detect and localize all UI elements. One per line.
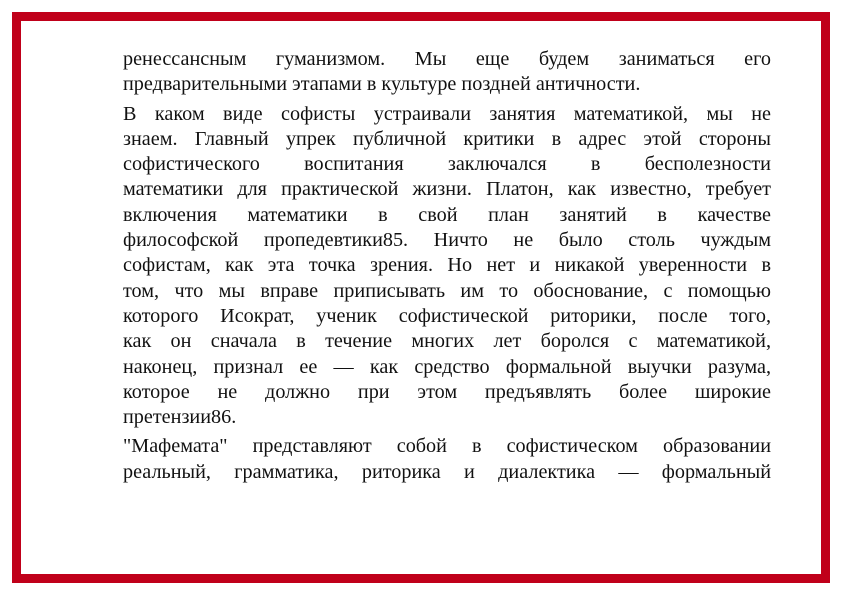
text-line: знаем. Главный упрек публичной критики в адрес этой стороны bbox=[123, 127, 771, 150]
text-line: ренессансным гуманизмом. Мы еще будем заниматься его bbox=[123, 48, 771, 70]
text-line: которое не должно при этом предъявлять более широкие bbox=[123, 380, 771, 403]
text-line: которого Исократ, ученик софистической риторики, после того, bbox=[123, 304, 771, 327]
paragraph-3 bbox=[123, 434, 771, 485]
text-line: как он сначала в течение многих лет боролся с математикой, bbox=[123, 330, 771, 353]
document-text bbox=[123, 47, 771, 489]
text-line: В каком виде софисты устраивали занятия математикой, мы не bbox=[123, 102, 771, 125]
paragraph-1 bbox=[123, 47, 771, 98]
text-line: предварительными этапами в культуре поздней античности. bbox=[123, 73, 641, 96]
text-line: софистического воспитания заключался в бесполезности bbox=[123, 153, 771, 176]
text-line: "Мафемата" представляют собой в софистическом образовании bbox=[123, 435, 771, 458]
text-line: включения математики в свой план занятий в качестве bbox=[123, 203, 771, 226]
paragraph-2 bbox=[123, 102, 771, 431]
text-line: претензии86. bbox=[123, 406, 237, 429]
text-line: софистам, как эта точка зрения. Но нет и никакой уверенности в bbox=[123, 254, 771, 277]
text-line: том, что мы вправе приписывать им то обоснование, с помощью bbox=[123, 279, 771, 302]
text-line: наконец, признал ее — как средство формальной выучки разума, bbox=[123, 355, 771, 378]
text-line: реальный, грамматика, риторика и диалектика — формальный bbox=[123, 460, 771, 483]
text-line: математики для практической жизни. Платон, как известно, требует bbox=[123, 178, 771, 201]
text-line: философской пропедевтики85. Ничто не было столь чуждым bbox=[123, 229, 771, 252]
